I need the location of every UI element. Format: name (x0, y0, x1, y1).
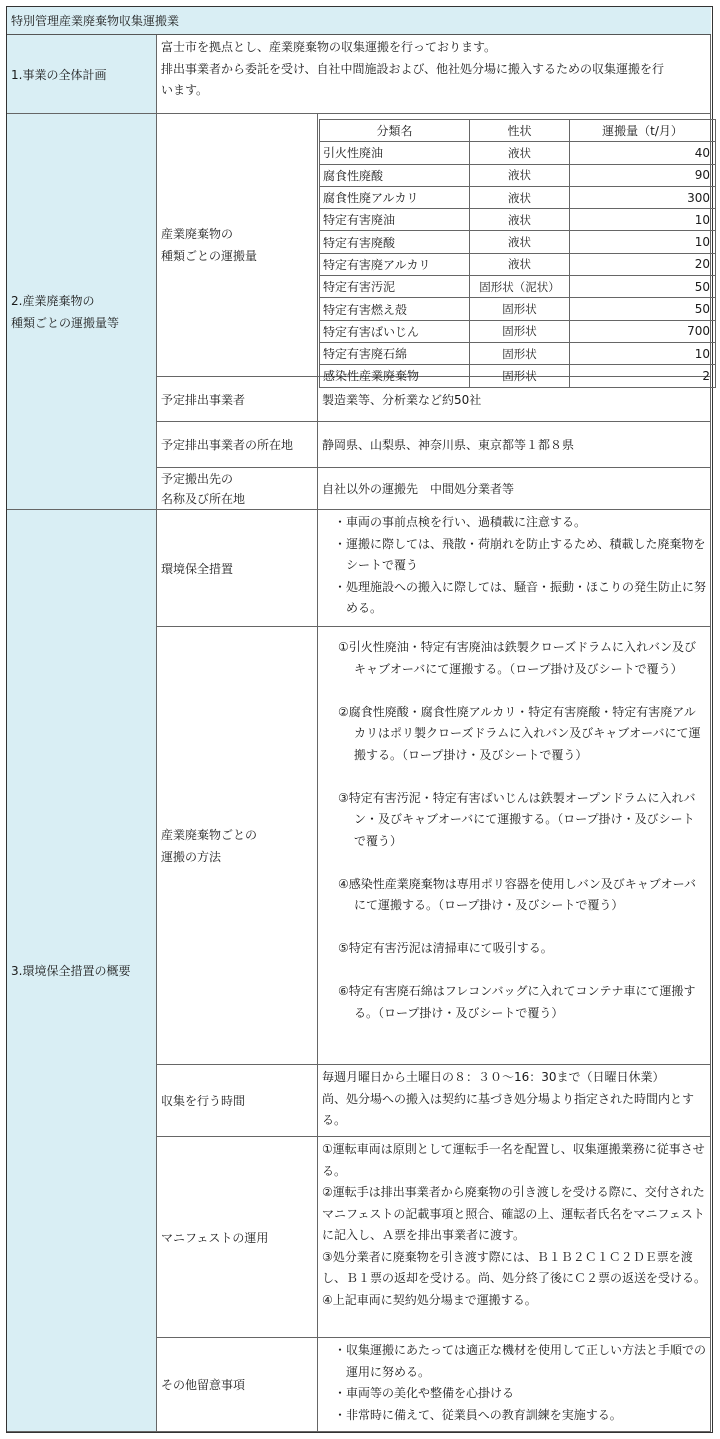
column-header-amount: 運搬量（t/月） (570, 120, 716, 142)
table-row (320, 164, 716, 186)
section1-line: 排出事業者から委託を受け、自社中間施設および、他社処分場に搬入するための収集運搬を行 (161, 61, 665, 76)
row-name-cell: 特定有害ばいじん (320, 320, 470, 342)
row-name-cell: 特定有害汚泥 (320, 276, 470, 298)
env-item: ・車両の事前点検を行い、過積載に注意する。 (334, 515, 587, 529)
env-item: ・運搬に際しては、飛散・荷崩れを防止するため、積載した廃棄物をシートで覆う (334, 536, 706, 572)
row-state-cell: 液状 (470, 209, 570, 231)
row-name-cell: 腐食性廃酸 (320, 164, 470, 186)
row-state-cell: 液状 (470, 142, 570, 164)
destination-label: 予定搬出先の 名称及び所在地 (157, 468, 318, 510)
table-header-row (320, 120, 716, 142)
row-name-cell: 腐食性廃アルカリ (320, 186, 470, 208)
location-value: 静岡県、山梨県、神奈川県、東京都等１都８県 (318, 422, 711, 468)
discharger-label: 予定排出事業者 (157, 377, 318, 422)
row-state-cell: 固形状 (470, 298, 570, 320)
row-amount-cell: 2 (570, 365, 716, 387)
time-line: 毎週月曜日から土曜日の８：３０～16：30まで（日曜日休業） (322, 1070, 665, 1084)
section1-line: 富士市を拠点とし、産業廃棄物の収集運搬を行っております。 (161, 40, 497, 54)
method-item: ⑥特定有害廃石綿はフレコンバッグに入れてコンテナ車にて運搬する。（ロープ掛け・及びシートで覆う） (338, 984, 696, 1020)
row-state-cell: 液状 (470, 186, 570, 208)
row-name-cell: 特定有害廃油 (320, 209, 470, 231)
row-state-cell: 固形状 (470, 320, 570, 342)
row-name-cell: 引火性廃油 (320, 142, 470, 164)
other-item: ・非常時に備えて、従業員への教育訓練を実施する。 (334, 1407, 622, 1422)
row-amount-cell: 20 (570, 253, 716, 275)
column-header-name: 分類名 (320, 120, 470, 142)
section1-label: 1.事業の全体計画 (7, 35, 157, 114)
other-label: その他留意事項 (157, 1338, 318, 1432)
time-label: 収集を行う時間 (157, 1065, 318, 1137)
method-label: 産業廃棄物ごとの 運搬の方法 (157, 627, 318, 1065)
manifest-item: ③処分業者に廃棄物を引き渡す際には、Ｂ１Ｂ２Ｃ１Ｃ２ＤＥ票を渡し、Ｂ１票の返却を受ける。尚、処分終了後にＣ２票の返送を受ける。 (322, 1249, 707, 1285)
row-amount-cell: 90 (570, 164, 716, 186)
time-line: 尚、処分場への搬入は契約に基づき処分場より指定された時間内とする。 (322, 1091, 695, 1127)
section2-label: 2.産業廃棄物の 種類ごとの運搬量等 (7, 114, 157, 510)
waste-volume-table (319, 119, 716, 388)
row-amount-cell: 40 (570, 142, 716, 164)
row-amount-cell: 50 (570, 276, 716, 298)
business-plan-table (6, 6, 713, 1433)
section1-content (157, 35, 711, 114)
method-item: ③特定有害汚泥・特定有害ばいじんは鉄製オープンドラムに入れバン・及びキャブオーバにて運搬する。（ロープ掛け・及びシートで覆う） (338, 790, 696, 848)
row-state-cell: 固形状（泥状） (470, 276, 570, 298)
method-item: ⑤特定有害汚泥は清掃車にて吸引する。 (338, 941, 553, 955)
manifest-label: マニフェストの運用 (157, 1137, 318, 1338)
table-row (320, 186, 716, 208)
row-amount-cell: 300 (570, 186, 716, 208)
manifest-item: ②運転手は排出事業者から廃棄物の引き渡しを受ける際に、交付されたマニフェストの記載事項と照合、確認の上、運転者氏名をマニフェストに記入し、Ａ票を排出事業者に渡す。 (322, 1185, 705, 1242)
env-label: 環境保全措置 (157, 510, 318, 627)
section1-line: います。 (161, 83, 209, 97)
destination-value: 自社以外の運搬先 中間処分業者等 (318, 468, 711, 510)
location-label: 予定排出事業者の所在地 (157, 422, 318, 468)
env-measures (318, 510, 711, 627)
env-item: ・処理施設への搬入に際しては、騒音・振動・ほこりの発生防止に努める。 (334, 579, 707, 615)
other-item: ・車両等の美化や整備を心掛ける (334, 1386, 515, 1400)
row-amount-cell: 50 (570, 298, 716, 320)
row-state-cell: 液状 (470, 231, 570, 253)
table-row (320, 142, 716, 164)
table-row (320, 320, 716, 342)
time-content (318, 1065, 711, 1137)
row-name-cell: 特定有害廃酸 (320, 231, 470, 253)
table-row (320, 253, 716, 275)
manifest-item: ④上記車両に契約処分場まで運搬する。 (322, 1292, 537, 1307)
row-amount-cell: 10 (570, 209, 716, 231)
row-amount-cell: 10 (570, 342, 716, 364)
table-row (320, 298, 716, 320)
table-row (320, 231, 716, 253)
other-item: ・収集運搬にあたっては適正な機材を使用して正しい方法と手順での運用に努める。 (334, 1343, 707, 1379)
manifest-content (318, 1137, 711, 1338)
table-row (320, 276, 716, 298)
method-content (318, 627, 711, 1065)
row-name-cell: 感染性産業廃棄物 (320, 365, 470, 387)
method-item: ②腐食性廃酸・腐食性廃アルカリ・特定有害廃酸・特定有害廃アルカリはポリ製クローズドラムに入れバン及びキャブオーバにて運搬する。（ロープ掛け・及びシートで覆う） (338, 704, 701, 762)
row-state-cell: 液状 (470, 164, 570, 186)
page-title: 特別管理産業廃棄物収集運搬業 (7, 7, 711, 35)
method-item: ①引火性廃油・特定有害廃油は鉄製クローズドラムに入れバン及びキャブオーバにて運搬する。（ロープ掛け及びシートで覆う） (338, 640, 697, 676)
row-name-cell: 特定有害廃アルカリ (320, 253, 470, 275)
section3-label: 3.環境保全措置の概要 (7, 510, 157, 1432)
discharger-value: 製造業等、分析業など約50社 (318, 377, 711, 422)
other-content (318, 1338, 711, 1432)
row-amount-cell: 700 (570, 320, 716, 342)
row-state-cell: 固形状 (470, 342, 570, 364)
row-name-cell: 特定有害廃石綿 (320, 342, 470, 364)
volume-label: 産業廃棄物の 種類ごとの運搬量 (157, 114, 318, 377)
row-state-cell: 液状 (470, 253, 570, 275)
table-row (320, 209, 716, 231)
row-amount-cell: 10 (570, 231, 716, 253)
waste-volume-rows (320, 142, 716, 387)
table-row (320, 342, 716, 364)
row-name-cell: 特定有害燃え殻 (320, 298, 470, 320)
method-item: ④感染性産業廃棄物は専用ポリ容器を使用しバン及びキャブオーバにて運搬する。（ロープ掛け・及びシートで覆う） (338, 876, 697, 912)
row-state-cell: 固形状 (470, 365, 570, 387)
column-header-state: 性状 (470, 120, 570, 142)
manifest-item: ①運転車両は原則として運転手一名を配置し、収集運搬業務に従事させる。 (322, 1142, 705, 1178)
